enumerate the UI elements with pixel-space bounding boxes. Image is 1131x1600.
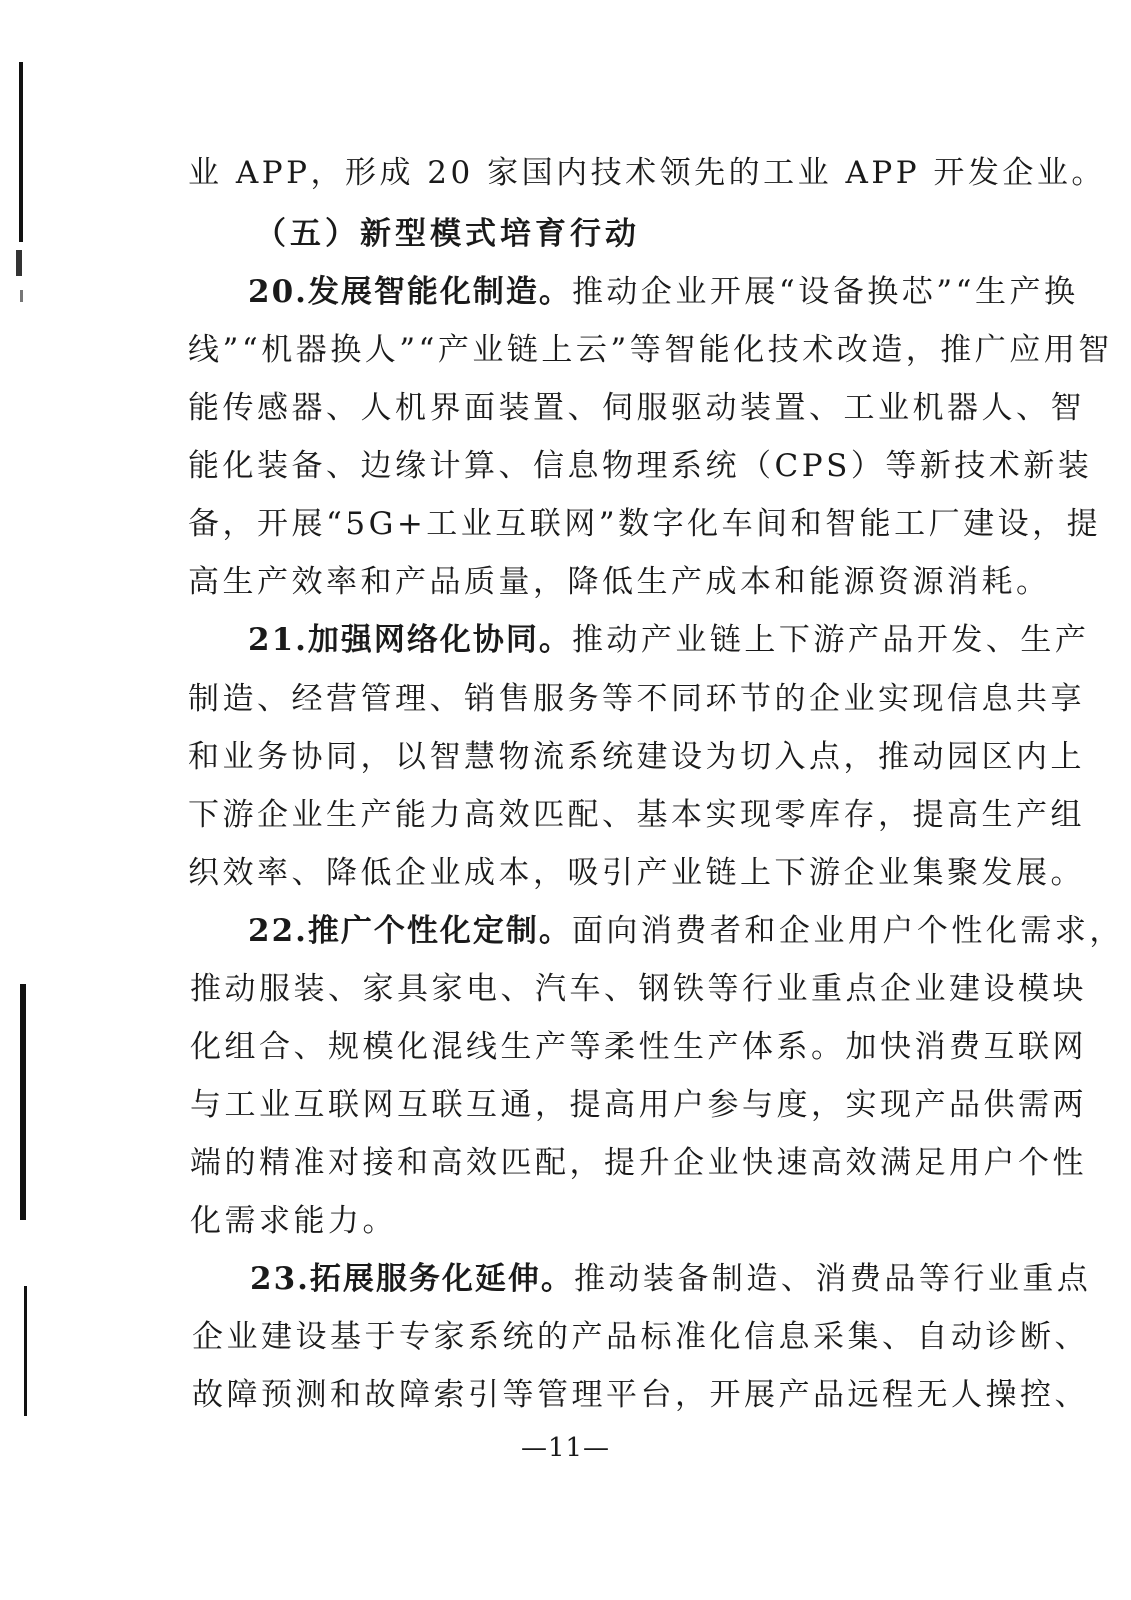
scan-edge-mark	[16, 250, 22, 276]
item-22-first-line: 22.推广个性化定制。面向消费者和企业用户个性化需求，	[248, 913, 1124, 949]
body-text-line: 能传感器、人机界面装置、伺服驱动装置、工业机器人、智	[188, 390, 1085, 426]
body-text-line: 下游企业生产能力高效匹配、基本实现零库存，提高生产组	[188, 797, 1085, 833]
body-text-line: 备，开展“5G+工业互联网”数字化车间和智能工厂建设，提	[188, 506, 1102, 542]
body-text-line: 制造、经营管理、销售服务等不同环节的企业实现信息共享	[188, 681, 1085, 717]
item-23-title: 23.拓展服务化延伸。	[250, 1261, 574, 1297]
scan-edge-mark	[19, 62, 23, 242]
body-text-line: 织效率、降低企业成本，吸引产业链上下游企业集聚发展。	[188, 855, 1085, 891]
scan-edge-mark	[20, 290, 23, 302]
item-20-first-line: 20.发展智能化制造。推动企业开展“设备换芯”“生产换	[248, 274, 1079, 310]
section-heading: （五）新型模式培育行动	[255, 216, 640, 252]
body-text-line: 和业务协同，以智慧物流系统建设为切入点，推动园区内上	[188, 739, 1085, 775]
body-text-line: 业 APP，形成 20 家国内技术领先的工业 APP 开发企业。	[188, 155, 1106, 191]
body-text-line: 企业建设基于专家系统的产品标准化信息采集、自动诊断、	[192, 1319, 1089, 1355]
item-20-title: 20.发展智能化制造。	[248, 274, 572, 310]
body-text-line: 与工业互联网互联互通，提高用户参与度，实现产品供需两	[190, 1087, 1087, 1123]
body-text-line: 端的精准对接和高效匹配，提升企业快速高效满足用户个性	[190, 1145, 1087, 1181]
item-23-first-line: 23.拓展服务化延伸。推动装备制造、消费品等行业重点	[250, 1261, 1092, 1297]
page-number: —11—	[520, 1433, 611, 1463]
body-text-line: 化组合、规模化混线生产等柔性生产体系。加快消费互联网	[190, 1029, 1087, 1065]
body-text-line: 能化装备、边缘计算、信息物理系统（CPS）等新技术新装	[188, 448, 1093, 484]
item-21-title: 21.加强网络化协同。	[248, 622, 572, 658]
body-text-line: 高生产效率和产品质量，降低生产成本和能源资源消耗。	[188, 564, 1051, 600]
scan-edge-mark	[20, 984, 26, 1220]
item-21-first-line: 21.加强网络化协同。推动产业链上下游产品开发、生产	[248, 622, 1090, 658]
body-text-line: 线”“机器换人”“产业链上云”等智能化技术改造，推广应用智	[188, 332, 1113, 368]
body-text-line: 故障预测和故障索引等管理平台，开展产品远程无人操控、	[192, 1377, 1089, 1413]
item-22-title: 22.推广个性化定制。	[248, 913, 572, 949]
body-text-line: 推动服装、家具家电、汽车、钢铁等行业重点企业建设模块	[190, 971, 1087, 1007]
body-text-line: 化需求能力。	[190, 1203, 397, 1239]
scan-edge-mark	[24, 1286, 27, 1416]
